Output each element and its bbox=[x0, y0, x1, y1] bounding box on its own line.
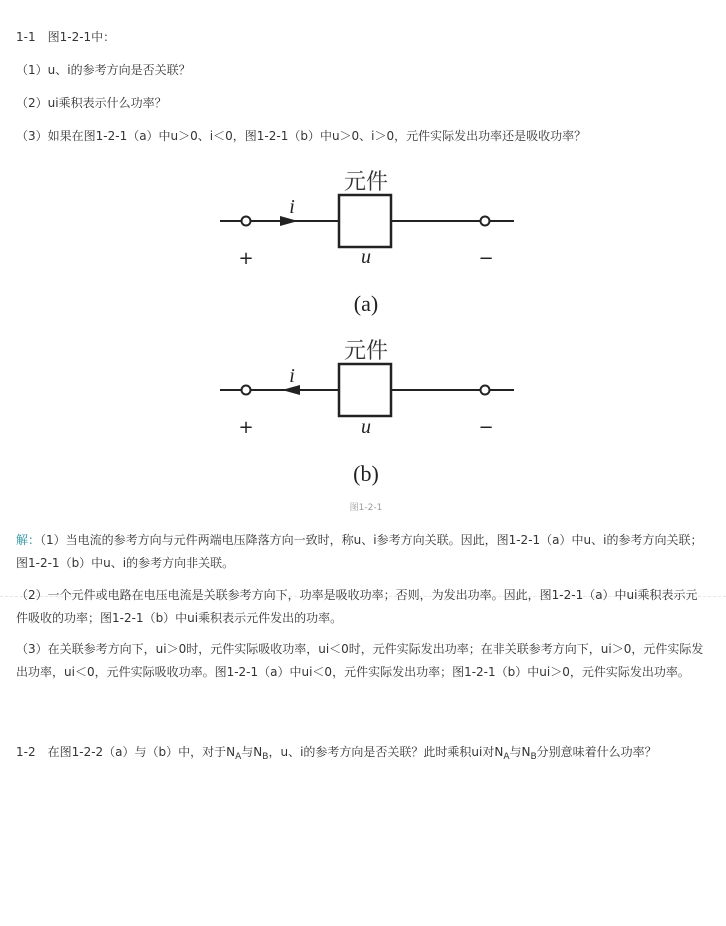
panel-label-a: (a) bbox=[353, 291, 379, 316]
terminal-right-a bbox=[481, 217, 490, 226]
solution-text-1: （1）当电流的参考方向与元件两端电压降落方向一致时，称u、i参考方向关联。因此，图1-2-1（a）中u、i的参考方向关联；图1-2-1（b）中u、i的参考方向非关联。 bbox=[16, 533, 703, 570]
solution-label: 解： bbox=[16, 533, 41, 547]
element-label-a: 元件 bbox=[343, 170, 389, 195]
current-label-b: i bbox=[289, 365, 295, 387]
solution-paragraph-1 bbox=[16, 529, 708, 575]
q2-sub-c: A bbox=[503, 752, 510, 762]
solution-paragraph-2: （2）一个元件或电路在电压电流是关联参考方向下，功率是吸收功率；否则，为发出功率。因此，图1-2-1（a）中ui乘积表示元件吸收的功率；图1-2-1（b）中ui乘积表示元件发出的功率。 bbox=[16, 588, 698, 625]
q2-sub-d: B bbox=[530, 752, 537, 762]
terminal-right-b bbox=[481, 386, 490, 395]
q2-text-5: 分别意味着什么功率？ bbox=[536, 745, 657, 759]
circuit-a bbox=[220, 170, 514, 316]
element-box-a bbox=[339, 195, 391, 247]
q2-sub-b: B bbox=[262, 752, 269, 762]
question-item-3: （3）如果在图1-2-1（a）中u＞0、i＜0，图1-2-1（b）中u＞0、i＞0，元件实际发出功率还是吸收功率？ bbox=[16, 129, 587, 143]
figure-caption: 图1-2-1 bbox=[349, 503, 383, 513]
panel-label-b: (b) bbox=[353, 461, 379, 486]
element-box-b bbox=[339, 364, 391, 416]
q2-text-4: 与N bbox=[509, 745, 531, 759]
minus-sign-b: − bbox=[478, 417, 494, 438]
terminal-left-b bbox=[242, 386, 251, 395]
circuit-b bbox=[220, 339, 514, 486]
plus-sign-a: + bbox=[238, 248, 254, 269]
q2-sub-a: A bbox=[235, 752, 242, 762]
question-item-2: （2）ui乘积表示什么功率？ bbox=[16, 96, 167, 110]
question-1-1-header: 1-1 图1-2-1中： bbox=[16, 30, 116, 44]
q2-text-1: 1-2 在图1-2-2（a）与（b）中，对于N bbox=[16, 745, 236, 759]
voltage-label-b: u bbox=[361, 416, 371, 438]
element-label-b: 元件 bbox=[343, 339, 389, 364]
voltage-label-a: u bbox=[361, 246, 371, 268]
q2-text-3: ，u、i的参考方向是否关联？此时乘积ui对N bbox=[268, 745, 504, 759]
q2-text-2: 与N bbox=[241, 745, 263, 759]
question-item-1: （1）u、i的参考方向是否关联？ bbox=[16, 63, 191, 77]
question-1-2 bbox=[16, 745, 657, 762]
minus-sign-a: − bbox=[478, 248, 494, 269]
solution-paragraph-3: （3）在关联参考方向下，ui＞0时，元件实际吸收功率，ui＜0时，元件实际发出功率；在非关联参考方向下，ui＞0，元件实际发出功率，ui＜0，元件实际吸收功率。图1-2-1（a）中ui＜0，元件实际发出功率；图1-2-1（b）中ui＞0，元件实际发出功率。 bbox=[16, 642, 704, 679]
plus-sign-b: + bbox=[238, 417, 254, 438]
current-label-a: i bbox=[289, 196, 295, 218]
terminal-left-a bbox=[242, 217, 251, 226]
